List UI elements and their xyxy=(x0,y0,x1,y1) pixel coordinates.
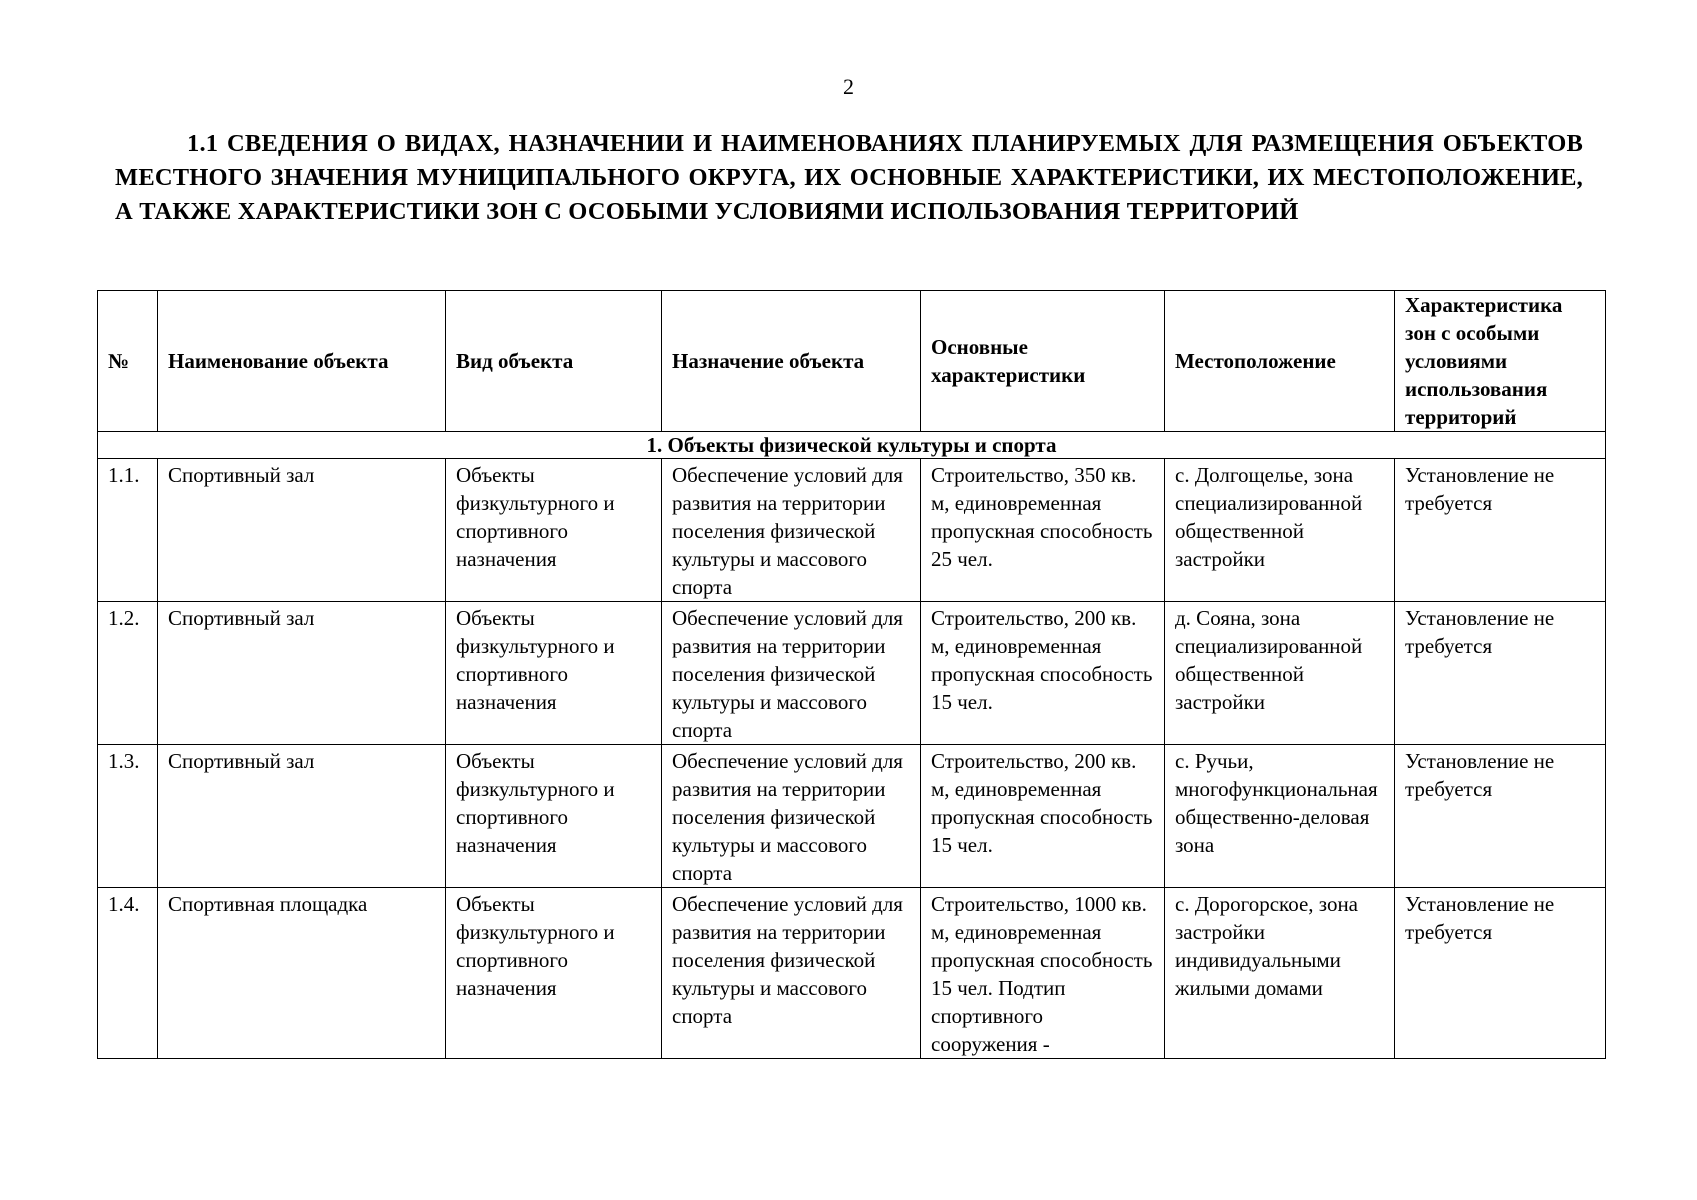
cell-location: д. Сояна, зона специализированной общественной застройки xyxy=(1165,602,1395,745)
cell-purpose: Обеспечение условий для развития на территории поселения физической культуры и массового спорта xyxy=(662,888,921,1059)
header-characteristics: Основные характеристики xyxy=(921,291,1165,432)
cell-purpose: Обеспечение условий для развития на территории поселения физической культуры и массового спорта xyxy=(662,745,921,888)
cell-zones: Установление не требуется xyxy=(1395,745,1606,888)
cell-name: Спортивный зал xyxy=(158,459,446,602)
cell-type: Объекты физкультурного и спортивного назначения xyxy=(446,888,662,1059)
header-num: № xyxy=(98,291,158,432)
page-number: 2 xyxy=(843,74,854,99)
cell-characteristics: Строительство, 200 кв. м, единовременная пропускная способность 15 чел. xyxy=(921,602,1165,745)
table-header-row xyxy=(98,291,1606,432)
cell-num: 1.2. xyxy=(98,602,158,745)
cell-location: с. Дорогорское, зона застройки индивидуальными жилыми домами xyxy=(1165,888,1395,1059)
table-row xyxy=(98,888,1606,1059)
section-heading: 1.1 СВЕДЕНИЯ О ВИДАХ, НАЗНАЧЕНИИ И НАИМЕНОВАНИЯХ ПЛАНИРУЕМЫХ ДЛЯ РАЗМЕЩЕНИЯ ОБЪЕКТОВ МЕСТНОГО ЗНАЧЕНИЯ МУНИЦИПАЛЬНОГО ОКРУГА, ИХ ОСНОВНЫЕ ХАРАКТЕРИСТИКИ, ИХ МЕСТОПОЛОЖЕНИЕ, А ТАКЖЕ ХАРАКТЕРИСТИКИ ЗОН С ОСОБЫМИ УСЛОВИЯМИ ИСПОЛЬЗОВАНИЯ ТЕРРИТОРИЙ xyxy=(115,130,1583,225)
cell-characteristics: Строительство, 350 кв. м, единовременная пропускная способность 25 чел. xyxy=(921,459,1165,602)
cell-num: 1.4. xyxy=(98,888,158,1059)
cell-type: Объекты физкультурного и спортивного назначения xyxy=(446,745,662,888)
cell-purpose: Обеспечение условий для развития на территории поселения физической культуры и массового спорта xyxy=(662,602,921,745)
cell-type: Объекты физкультурного и спортивного назначения xyxy=(446,459,662,602)
header-zones: Характеристика зон с особыми условиями использования территорий xyxy=(1395,291,1606,432)
cell-num: 1.3. xyxy=(98,745,158,888)
cell-characteristics: Строительство, 200 кв. м, единовременная пропускная способность 15 чел. xyxy=(921,745,1165,888)
cell-location: с. Долгощелье, зона специализированной общественной застройки xyxy=(1165,459,1395,602)
table-row xyxy=(98,745,1606,888)
header-purpose: Назначение объекта xyxy=(662,291,921,432)
section-title: 1. Объекты физической культуры и спорта xyxy=(98,432,1606,459)
section-row xyxy=(98,432,1606,459)
cell-type: Объекты физкультурного и спортивного назначения xyxy=(446,602,662,745)
cell-name: Спортивная площадка xyxy=(158,888,446,1059)
cell-zones: Установление не требуется xyxy=(1395,888,1606,1059)
cell-purpose: Обеспечение условий для развития на территории поселения физической культуры и массового спорта xyxy=(662,459,921,602)
cell-name: Спортивный зал xyxy=(158,602,446,745)
table-row xyxy=(98,459,1606,602)
cell-num: 1.1. xyxy=(98,459,158,602)
objects-table xyxy=(97,290,1606,1059)
cell-characteristics: Строительство, 1000 кв. м, единовременная пропускная способность 15 чел. Подтип спортивного сооружения - xyxy=(921,888,1165,1059)
cell-name: Спортивный зал xyxy=(158,745,446,888)
table-row xyxy=(98,602,1606,745)
header-type: Вид объекта xyxy=(446,291,662,432)
cell-zones: Установление не требуется xyxy=(1395,459,1606,602)
cell-zones: Установление не требуется xyxy=(1395,602,1606,745)
header-name: Наименование объекта xyxy=(158,291,446,432)
cell-location: с. Ручьи, многофункциональная общественно-деловая зона xyxy=(1165,745,1395,888)
header-location: Местоположение xyxy=(1165,291,1395,432)
